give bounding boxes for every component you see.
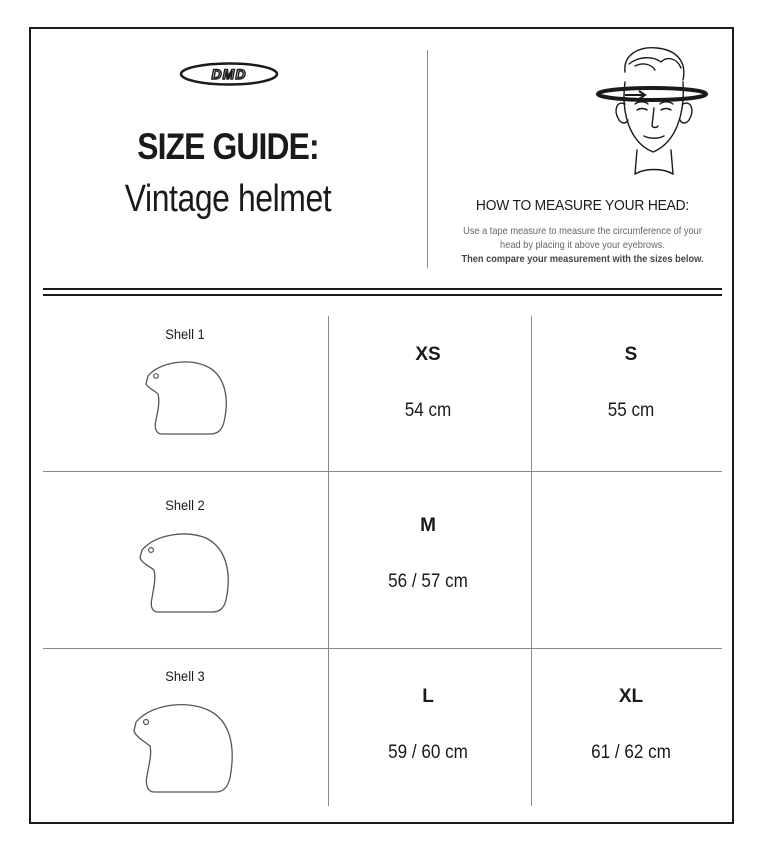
page-subtitle: Vintage helmet	[124, 178, 332, 220]
size-value: 56 / 57 cm	[388, 571, 468, 592]
size-label: L	[422, 686, 434, 707]
header-rule-top	[43, 288, 722, 290]
shell-label: Shell 1	[165, 326, 205, 342]
header-divider	[427, 50, 428, 268]
row-divider-1	[43, 471, 722, 472]
brand-logo	[179, 62, 279, 86]
helmet-icon	[128, 700, 240, 796]
size-value: 54 cm	[404, 400, 452, 421]
size-value: 61 / 62 cm	[591, 742, 671, 763]
header-rule-bottom	[43, 294, 722, 296]
column-divider-2	[531, 316, 532, 806]
head-measure-icon	[595, 42, 710, 177]
size-label: XS	[415, 344, 441, 365]
helmet-icon	[140, 358, 232, 438]
page-title: SIZE GUIDE:	[137, 126, 319, 167]
svg-text:DMD: DMD	[211, 66, 247, 82]
measure-compare-note: Then compare your measurement with the sizes below.	[461, 253, 704, 265]
measure-heading: HOW TO MEASURE YOUR HEAD:	[475, 197, 690, 214]
shell-label: Shell 3	[165, 668, 205, 684]
column-divider-1	[328, 316, 329, 806]
size-label: XL	[618, 686, 644, 707]
size-label: S	[624, 344, 638, 365]
helmet-icon	[134, 530, 236, 616]
row-divider-2	[43, 648, 722, 649]
size-value: 55 cm	[607, 400, 655, 421]
size-label: M	[420, 515, 436, 536]
measure-instructions	[462, 224, 704, 252]
size-value: 59 / 60 cm	[388, 742, 468, 763]
shell-label: Shell 2	[165, 497, 205, 513]
measure-line-2: head by placing it above your eyebrows.	[500, 239, 665, 251]
measure-line-1: Use a tape measure to measure the circumference of your	[463, 225, 702, 237]
